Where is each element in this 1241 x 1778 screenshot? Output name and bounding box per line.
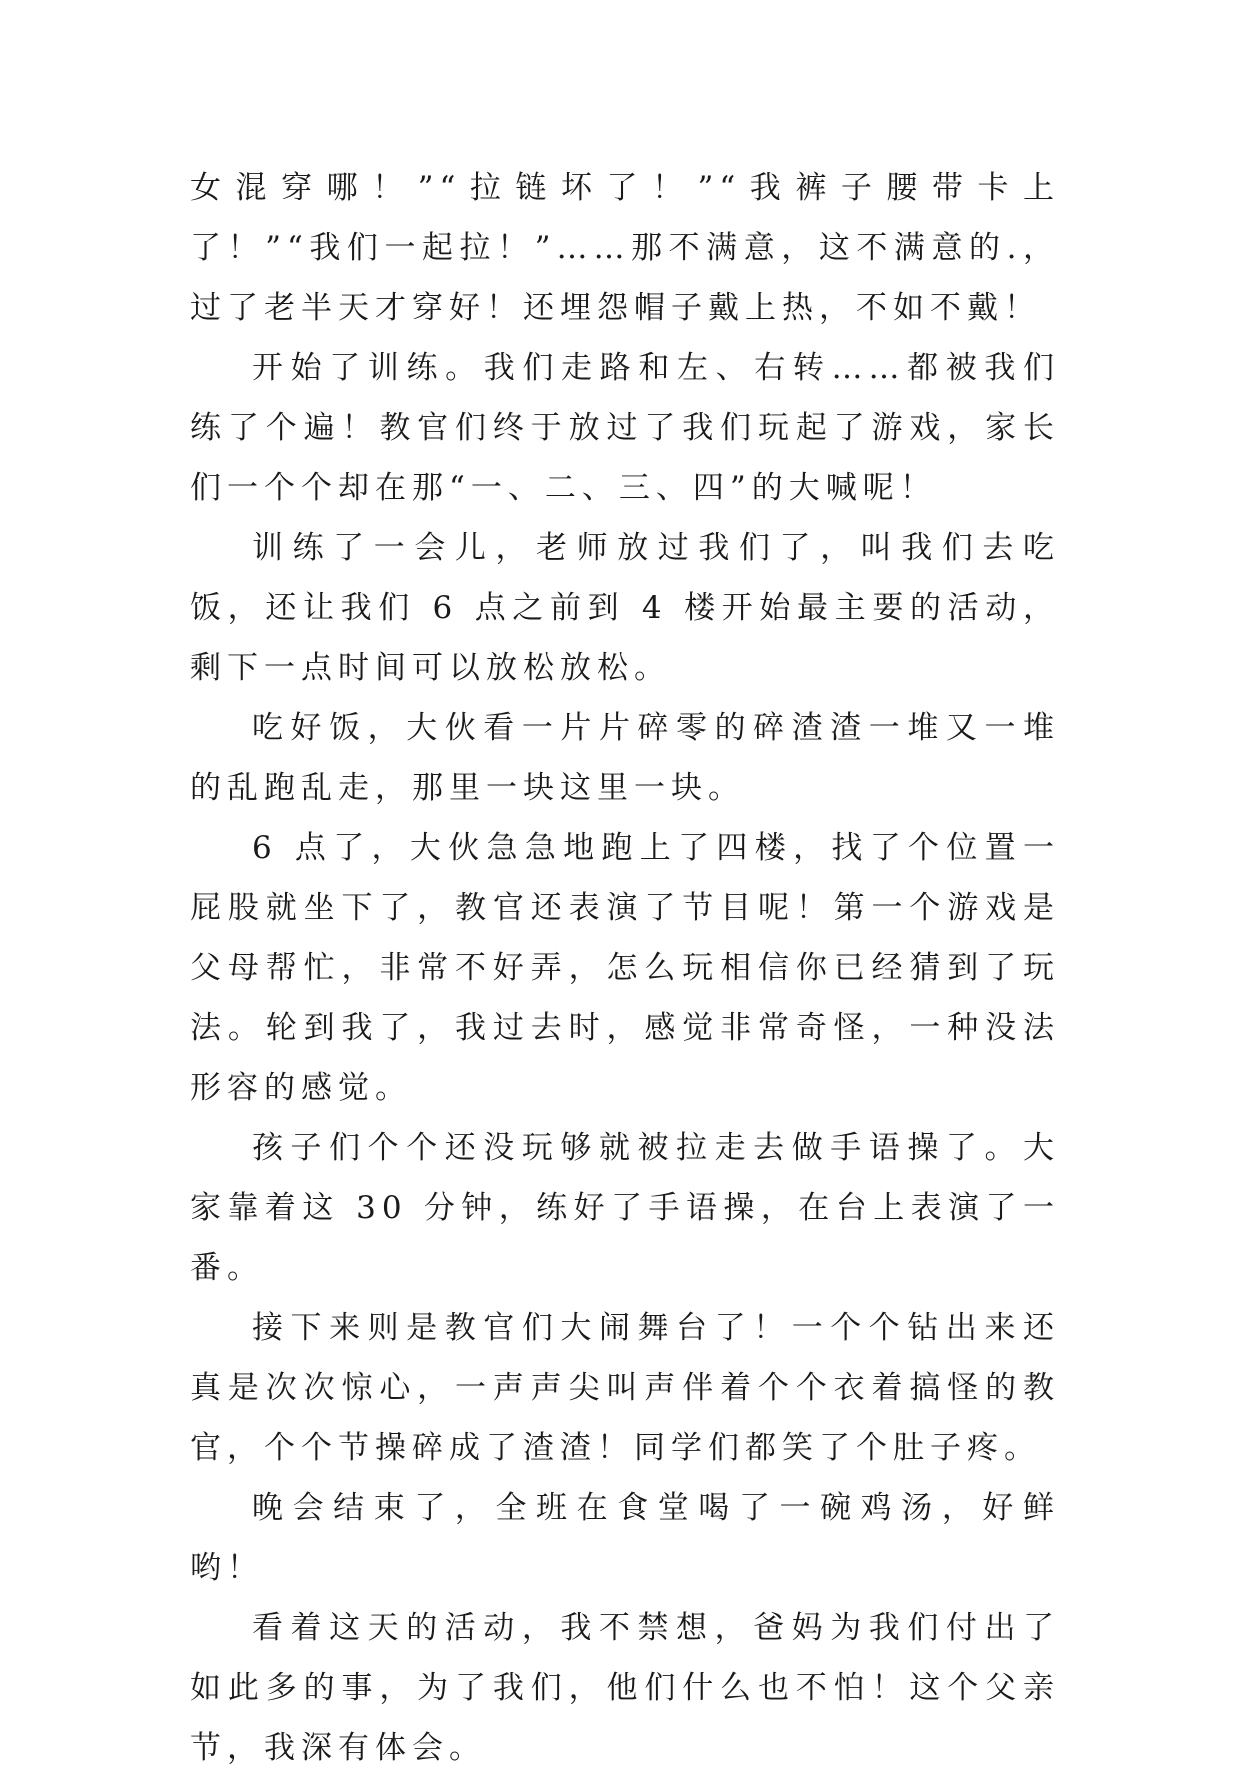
paragraph-7: 接下来则是教官们大闹舞台了！一个个钻出来还真是次次惊心，一声声尖叫声伴着个个衣着搞怪的教官，个个节操碎成了渣渣！同学们都笑了个肚子疼。 (190, 1310, 1060, 1466)
paragraph-1: 女混穿哪！”“拉链坏了！”“我裤子腰带卡上了！”“我们一起拉！”……那不满意，这不满意的.，过了老半天才穿好！还埋怨帽子戴上热，不如不戴！ (190, 170, 1060, 326)
paragraph-3: 训练了一会儿，老师放过我们了，叫我们去吃饭，还让我们 6 点之前到 4 楼开始最主要的活动，剩下一点时间可以放松放松。 (190, 530, 1060, 686)
paragraph-4: 吃好饭，大伙看一片片碎零的碎渣渣一堆又一堆的乱跑乱走，那里一块这里一块。 (190, 710, 1060, 806)
document-body (190, 158, 1060, 1778)
paragraph-2: 开始了训练。我们走路和左、右转……都被我们练了个遍！教官们终于放过了我们玩起了游戏，家长们一个个却在那“一、二、三、四”的大喊呢！ (190, 350, 1060, 506)
paragraph-5: 6 点了，大伙急急地跑上了四楼，找了个位置一屁股就坐下了，教官还表演了节目呢！第一个游戏是父母帮忙，非常不好弄，怎么玩相信你已经猜到了玩法。轮到我了，我过去时，感觉非常奇怪，一种没法形容的感觉。 (190, 830, 1060, 1106)
paragraph-8: 晚会结束了，全班在食堂喝了一碗鸡汤，好鲜哟！ (190, 1490, 1060, 1586)
paragraph-6: 孩子们个个还没玩够就被拉走去做手语操了。大家靠着这 30 分钟，练好了手语操，在台上表演了一番。 (190, 1130, 1060, 1286)
paragraph-9: 看着这天的活动，我不禁想，爸妈为我们付出了如此多的事，为了我们，他们什么也不怕！这个父亲节，我深有体会。 (190, 1610, 1060, 1766)
